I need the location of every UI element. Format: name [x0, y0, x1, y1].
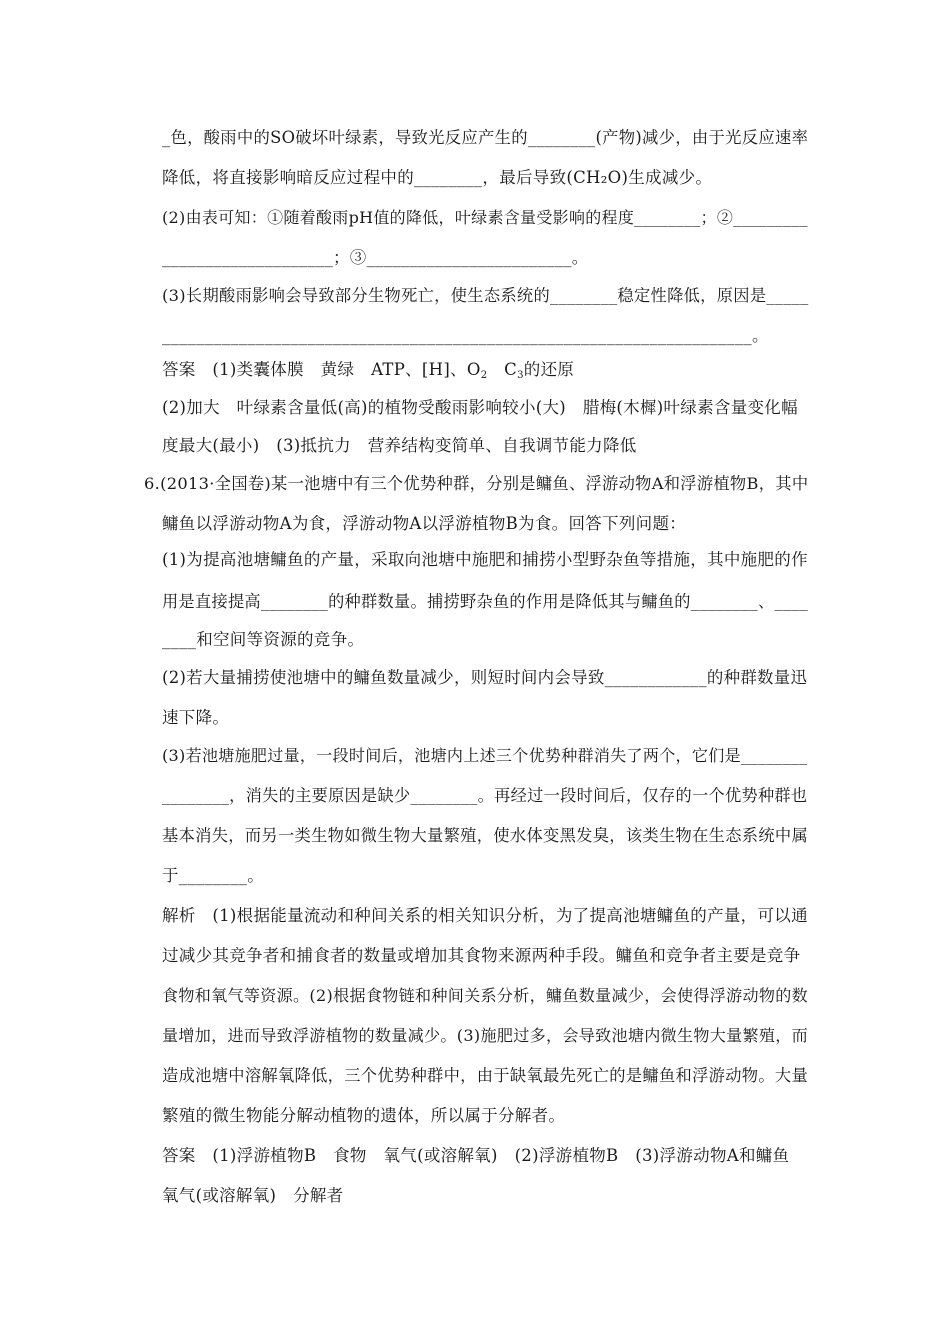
q5-text-line: (2)由表可知：①随着酸雨pH值的降低，叶绿素含量受影响的程度________；②_________: [162, 208, 808, 227]
q6-text-line: ____和空间等资源的竞争。: [162, 630, 365, 649]
q6-text-line: (3)若池塘施肥过量，一段时间后，池塘内上述三个优势种群消失了两个，它们是________: [162, 746, 808, 765]
q5-text-line: _色，酸雨中的SO破坏叶绿素，导致光反应产生的________(产物)减少，由于光反应速率: [162, 128, 809, 147]
q6-text-line: 用是直接提高________的种群数量。捕捞野杂鱼的作用是降低其与鳙鱼的________、____: [162, 592, 809, 611]
q6-analysis-line: 过减少其竞争者和捕食者的数量或增加其食物来源两种手段。鳙鱼和竞争者主要是竞争: [162, 946, 801, 965]
q6-stem-line: 6.(2013·全国卷)某一池塘中有三个优势种群，分别是鳙鱼、浮游动物A和浮游植物B，其中: [144, 474, 809, 493]
q6-analysis-line: 造成池塘中溶解氧降低，三个优势种群中，由于缺氧最先死亡的是鳙鱼和浮游动物。大量: [162, 1066, 809, 1085]
q5-answer-text: 答案 (1)类囊体膜 黄绿 ATP、[H]、O: [162, 360, 481, 379]
q6-answer-line: 氧气(或溶解氧) 分解者: [162, 1186, 344, 1205]
q6-text-line: 基本消失，而另一类生物如微生物大量繁殖，使水体变黑发臭，该类生物在生态系统中属: [162, 826, 809, 845]
q5-answer-line: [162, 360, 574, 380]
subscript: 2: [480, 370, 488, 381]
q6-analysis-line: 解析 (1)根据能量流动和种间关系的相关知识分析，为了提高池塘鳙鱼的产量，可以通: [162, 906, 808, 925]
q6-text-line: (1)为提高池塘鳙鱼的产量，采取向池塘中施肥和捕捞小型野杂鱼等措施，其中施肥的作: [162, 550, 808, 569]
q5-text-line: 降低，将直接影响暗反应过程中的________，最后导致(CH₂O)生成减少。: [162, 168, 713, 187]
q5-answer-line: 度最大(最小) (3)抵抗力 营养结构变简单、自我调节能力降低: [162, 436, 637, 455]
q6-stem-line: 鳙鱼以浮游动物A为食，浮游动物A以浮游植物B为食。回答下列问题：: [162, 514, 687, 533]
q6-answer-line: 答案 (1)浮游植物B 食物 氧气(或溶解氧) (2)浮游植物B (3)浮游动物A和鳙鱼: [162, 1146, 790, 1165]
q6-analysis-line: 食物和氧气等资源。(2)根据食物链和种间关系分析，鳙鱼数量减少，会使得浮游动物的数: [162, 986, 809, 1005]
q6-analysis-line: 量增加，进而导致浮游植物的数量减少。(3)施肥过多，会导致池塘内微生物大量繁殖，而: [162, 1026, 809, 1045]
q5-text-line: ____________________；③________________________。: [162, 248, 589, 267]
q6-analysis-line: 繁殖的微生物能分解动植物的遗体，所以属于分解者。: [162, 1106, 566, 1125]
q5-answer-line: (2)加大 叶绿素含量低(高)的植物受酸雨影响较小(大) 腊梅(木樨)叶绿素含量变化幅: [162, 398, 798, 417]
q5-answer-text: C: [487, 360, 518, 379]
q6-text-line: ________，消失的主要原因是缺少________。再经过一段时间后，仅存的一个优势种群也: [162, 786, 808, 805]
q5-text-line: (3)长期酸雨影响会导致部分生物死亡，使生态系统的________稳定性降低，原因是_____: [162, 286, 809, 305]
q5-text-line: _____________________________________________________________________。: [162, 326, 769, 345]
q6-text-line: 速下降。: [162, 708, 230, 727]
q5-answer-text: 的还原: [523, 360, 575, 379]
q6-text-line: 于________。: [162, 866, 264, 885]
q6-text-line: (2)若大量捕捞使池塘中的鳙鱼数量减少，则短时间内会导致____________的种群数量迅: [162, 668, 808, 687]
subscript: 3: [517, 370, 524, 381]
